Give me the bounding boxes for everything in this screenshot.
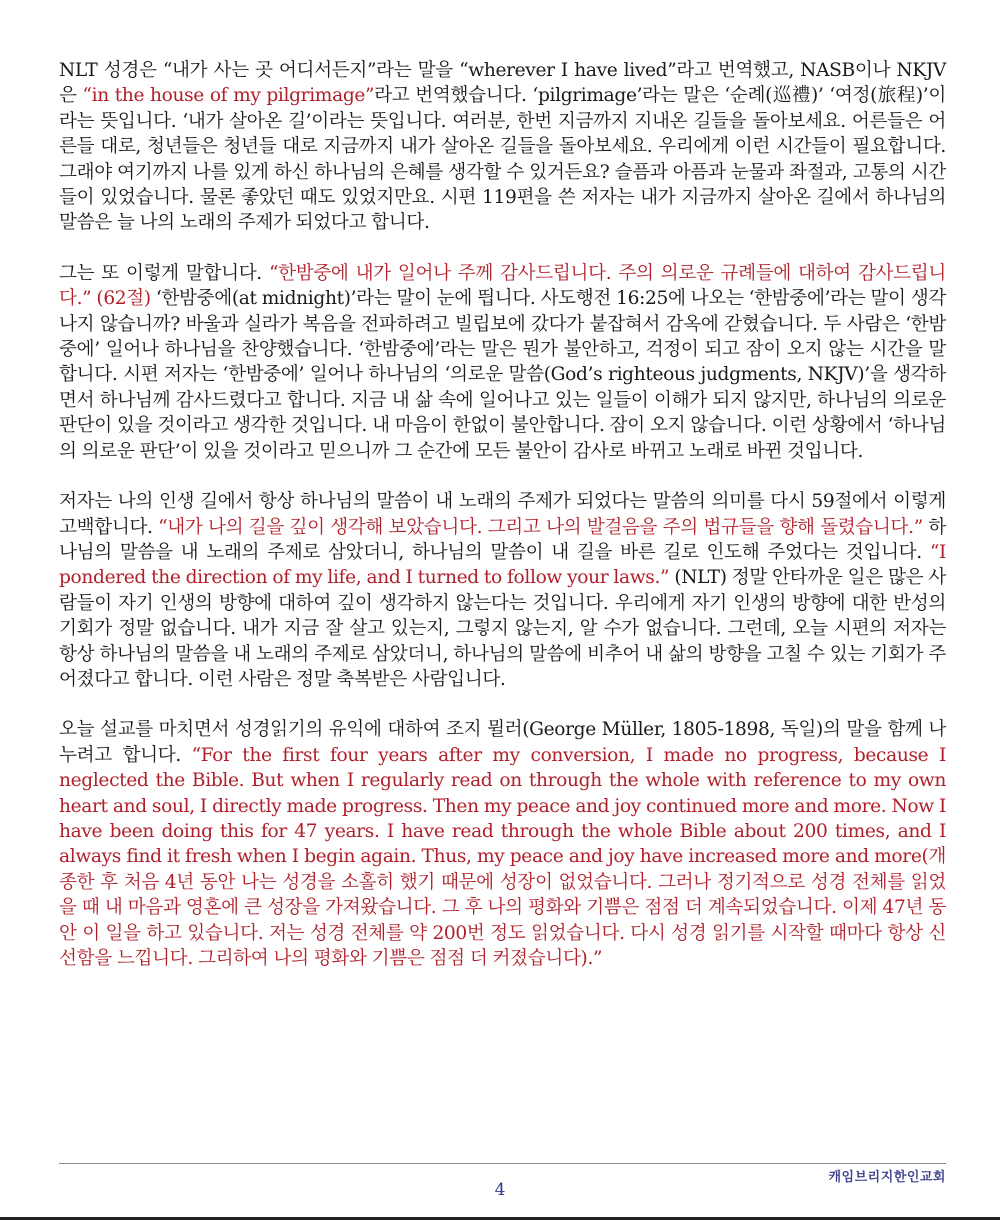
document-body [59,58,946,996]
paragraph-midnight [59,261,946,464]
paragraph-3-quote-nlt: “I pondered the direction of my life, and I turned to follow your laws.” [59,541,946,589]
footer-divider [59,1163,946,1164]
bottom-border [0,1217,1000,1220]
paragraph-3-text-c: (NLT) 정말 안타까운 일은 많은 사람들이 자기 인생의 방향에 대하여 깊이 생각하지 않는다는 것입니다. 우리에게 자기 인생의 방향에 대한 반성의 기회가 정말 없습니다. 내가 지금 잘 살고 있는지, 그렇지 않는지, 알 수가 없습니다. 그런데, 오늘 시편의 저자는 항상 하나님의 말씀을 내 노래의 주제로 삼았더니, 하나님의 말씀에 비추어 내 삶의 방향을 고칠 수 있는 기회가 주어졌다고 합니다. 이런 사람은 정말 축복받은 사람입니다. [59,567,946,690]
paragraph-1-quote-pilgrimage: “in the house of my pilgrimage” [82,85,375,107]
paragraph-1-text-b: 라고 번역했습니다. ‘pilgrimage’라는 말은 ‘순례(巡禮)’ ‘여정(旅程)’이라는 뜻입니다. ‘내가 살아온 길’이라는 뜻입니다. 여러분, 한번 지금까지 지내온 길들을 돌아보세요. 어른들은 어른들 대로, 청년들은 청년들 대로 지금까지 내가 살아온 길들을 돌아보세요. 우리에게 이런 시간들이 필요합니다. 그래야 여기까지 나를 있게 하신 하나님의 은혜를 생각할 수 있거든요? 슬픔과 아픔과 눈물과 좌절과, 고통의 시간들이 있었습니다. 물론 좋았던 때도 있었지만요. 시편 119편을 쓴 저자는 내가 지금까지 살아온 길에서 하나님의 말씀은 늘 나의 노래의 주제가 되었다고 합니다. [59,85,946,234]
paragraph-george-muller [59,717,946,971]
paragraph-4-quote-muller: “For the first four years after my conversion, I made no progress, because I neglected the Bible. But when I regularly read on through the whole with reference to my own heart and soul, I directly made progress. Then my peace and joy continued more and more. Now I have been doing this for 47 years. I have read through the whole Bible about 200 times, and I always find it fresh when I begin again. Thus, my peace and joy have increased more and more(개종한 후 처음 4년 동안 나는 성경을 소홀히 했기 때문에 성장이 없었습니다. 그러나 정기적으로 성경 전체를 읽었을 때 내 마음과 영혼에 큰 성장을 가져왔습니다. 그 후 나의 평화와 기쁨은 점점 더 계속되었습니다. 이제 47년 동안 이 일을 하고 있습니다. 저는 성경 전체를 약 200번 정도 읽었습니다. 다시 성경 읽기를 시작할 때마다 항상 신선함을 느낍니다. 그리하여 나의 평화와 기쁨은 점점 더 커졌습니다).” [59,744,946,969]
paragraph-4-text-a: 오늘 설교를 마치면서 성경읽기의 유익에 대하여 조지 뮐러(George Müller, 1805-1898, 독일)의 말을 함께 나누려고 합니다. [59,719,946,766]
paragraph-3-text-a: 저자는 나의 인생 길에서 항상 하나님의 말씀이 내 노래의 주제가 되었다는 말씀의 의미를 다시 59절에서 이렇게 고백합니다. [59,491,946,538]
church-name: 캐임브리지한인교회 [828,1170,946,1185]
paragraph-1-text-a: NLT 성경은 “내가 사는 곳 어디서든지”라는 말을 “wherever I have lived”라고 번역했고, NASB이나 NKJV은 [59,60,946,107]
paragraph-3-text-b: 하나님의 말씀을 내 노래의 주제로 삼았더니, 하나님의 말씀이 내 길을 바른 길로 인도해 주었다는 것입니다. [59,516,946,563]
paragraph-2-quote-verse-62: “한밤중에 내가 일어나 주께 감사드립니다. 주의 의로운 규례들에 대하여 감사드립니다.” (62절) [59,262,947,310]
paragraph-pilgrimage [59,58,946,236]
paragraph-direction [59,489,946,692]
paragraph-2-text-b: ‘한밤중에(at midnight)’라는 말이 눈에 띕니다. 사도행전 16:25에 나오는 ‘한밤중에’라는 말이 생각나지 않습니까? 바울과 실라가 복음을 전파하려고 빌립보에 갔다가 붙잡혀서 감옥에 갇혔습니다. 두 사람은 ‘한밤중에’ 일어나 하나님을 찬양했습니다. ‘한밤중에’라는 말은 뭔가 불안하고, 걱정이 되고 잠이 오지 않는 시간을 말합니다. 시편 저자는 ‘한밤중에’ 일어나 하나님의 ‘의로운 말씀(God’s righteous judgments, NKJV)’을 생각하면서 하나님께 감사드렸다고 합니다. 지금 내 삶 속에 일어나고 있는 일들이 이해가 되지 않지만, 하나님의 의로운 판단이 있을 것이라고 생각한 것입니다. 내 마음이 한없이 불안합니다. 잠이 오지 않습니다. 이런 상황에서 ‘하나님의 의로운 판단’이 있을 것이라고 믿으니까 그 순간에 모든 불안이 감사로 바뀌고 노래로 바뀐 것입니다. [59,288,946,462]
page-number: 4 [494,1180,506,1200]
paragraph-2-text-a: 그는 또 이렇게 말합니다. [59,262,269,284]
paragraph-3-quote-verse-59: “내가 나의 길을 깊이 생각해 보았습니다. 그리고 나의 발걸음을 주의 법규들을 향해 돌렸습니다.” [158,516,923,538]
